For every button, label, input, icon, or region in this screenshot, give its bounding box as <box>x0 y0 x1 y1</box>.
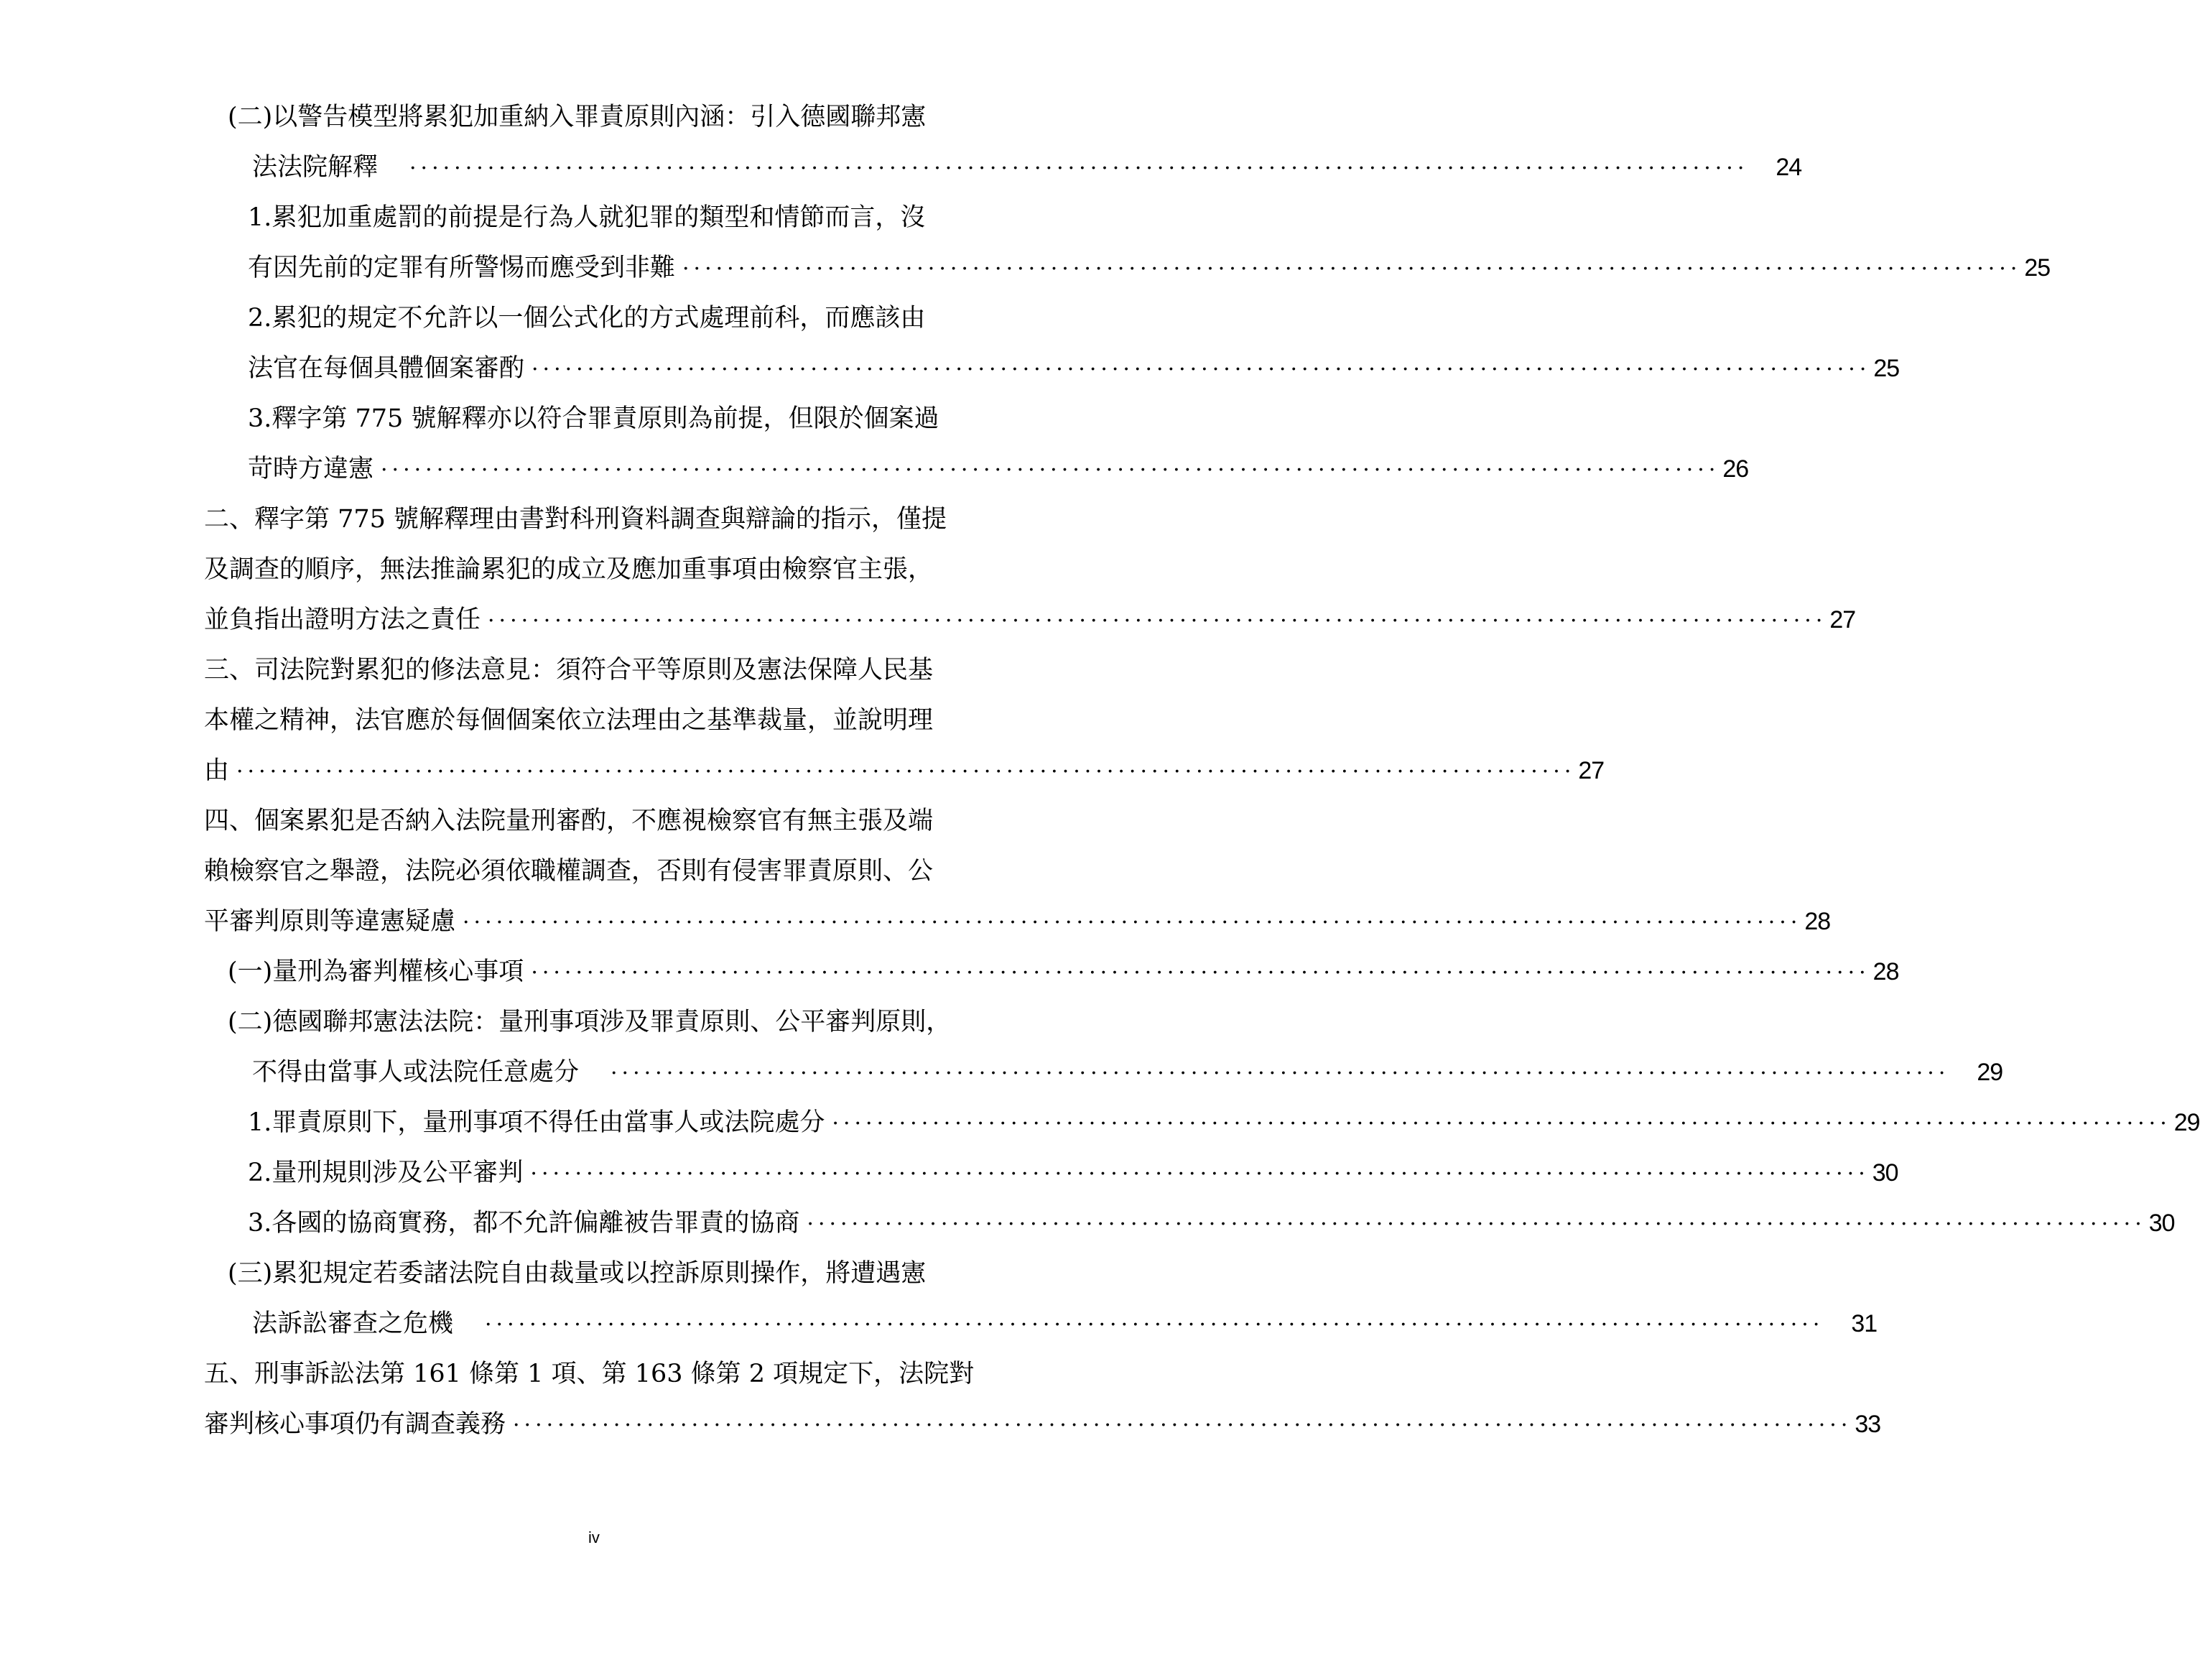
toc-entry[interactable] <box>204 1349 1881 1449</box>
page-number: iv <box>588 1528 600 1546</box>
toc-entry[interactable] <box>228 997 2003 1097</box>
dot-leader: ························································································································ <box>611 1061 1950 1086</box>
toc-entry-last-line <box>228 947 1899 997</box>
toc-entry-last-line <box>248 243 2051 293</box>
toc-entry[interactable] <box>204 645 1605 796</box>
toc-page-number: 27 <box>1829 606 1856 634</box>
toc-entry-title: 由 <box>204 756 230 785</box>
toc-page-number: 30 <box>1872 1159 1898 1187</box>
toc-page-number: 29 <box>2173 1109 2200 1136</box>
toc-entry-title: 苛時方違憲 <box>248 455 374 483</box>
toc-entry-title: 法訴訟審查之危機 <box>252 1309 454 1338</box>
toc-entry-title: 1.罪責原則下，量刑事項不得任由當事人或法院處分 <box>248 1108 825 1137</box>
toc-page-number: 25 <box>2024 254 2051 282</box>
toc-entry[interactable] <box>248 1097 2200 1148</box>
toc-entry-line: 四、個案累犯是否納入法院量刑審酌，不應視檢察官有無主張及端 <box>204 807 934 835</box>
toc-entry-title: 法官在每個具體個案審酌 <box>248 354 525 383</box>
toc-entry-last-line <box>248 1148 1898 1198</box>
toc-entry-line: 及調查的順序，無法推論累犯的成立及應加重事項由檢察官主張， <box>204 555 934 584</box>
toc-entry-line: 五、刑事訴訟法第 161 條第 1 項、第 163 條第 2 項規定下，法院對 <box>204 1360 975 1388</box>
toc-entry-line: 3.釋字第 775 號解釋亦以符合罪責原則為前提，但限於個案過 <box>248 404 939 433</box>
toc-page-number: 27 <box>1578 757 1605 784</box>
toc-entry-last-line <box>248 444 1749 494</box>
dot-leader: ························································································································ <box>513 1413 1852 1438</box>
toc-entry-line: 1.累犯加重處罰的前提是行為人就犯罪的類型和情節而言，沒 <box>248 203 926 232</box>
toc-entry-line: (三)累犯規定若委諸法院自由裁量或以控訴原則操作，將遭遇憲 <box>228 1259 927 1288</box>
toc-entry[interactable] <box>204 796 1831 947</box>
toc-entry-title: 審判核心事項仍有調查義務 <box>204 1410 506 1439</box>
toc-entry[interactable] <box>228 92 1802 192</box>
dot-leader: ························································································································ <box>531 960 1870 985</box>
dot-leader: ························································································································ <box>488 608 1827 634</box>
toc-entry[interactable] <box>204 494 1856 645</box>
toc-entry-title: 法法院解釋 <box>252 153 379 182</box>
toc-entry-title: 平審判原則等違憲疑慮 <box>204 907 456 936</box>
toc-entry-last-line <box>248 343 1900 394</box>
toc-entry-last-line <box>204 896 1831 947</box>
toc-entry-last-line <box>248 1097 2200 1148</box>
dot-leader: ························································································································ <box>682 256 2022 282</box>
toc-entry-last-line <box>204 595 1856 645</box>
toc-page-number: 30 <box>2148 1210 2175 1237</box>
toc-entry-title: 有因先前的定罪有所警惕而應受到非難 <box>248 254 676 282</box>
toc-entry-last-line <box>204 746 1605 796</box>
toc-entry[interactable] <box>248 1198 2175 1248</box>
dot-leader: ························································································································ <box>832 1111 2171 1136</box>
toc-page-number: 25 <box>1873 355 1900 382</box>
dot-leader: ························································································································ <box>381 458 1720 483</box>
toc-entry-last-line <box>228 1047 2003 1097</box>
toc-entry-line: 二、釋字第 775 號解釋理由書對科刑資料調查與辯論的指示，僅提 <box>204 505 947 534</box>
toc-page-number: 29 <box>1977 1059 2003 1086</box>
toc-entry-line: 賴檢察官之舉證，法院必須依職權調查，否則有侵害罪責原則、公 <box>204 857 934 886</box>
toc-page-number: 28 <box>1872 958 1899 985</box>
toc-page-number: 28 <box>1804 908 1831 935</box>
dot-leader: ························································································································ <box>532 357 1871 382</box>
toc-entry-last-line <box>204 1399 1881 1449</box>
toc-entry-title: 並負指出證明方法之責任 <box>204 605 481 634</box>
toc-entry-line: 2.累犯的規定不允許以一個公式化的方式處理前科，而應該由 <box>248 304 926 333</box>
toc-entry[interactable] <box>248 394 1749 494</box>
dot-leader: ························································································································ <box>236 759 1576 784</box>
dot-leader: ························································································································ <box>409 156 1749 181</box>
toc-entry-last-line <box>228 1299 1878 1349</box>
toc-entry-line: 本權之精神，法官應於每個個案依立法理由之基準裁量，並說明理 <box>204 706 934 735</box>
toc-page-number: 26 <box>1722 455 1749 483</box>
toc-page-number: 24 <box>1776 154 1802 181</box>
toc-entry-title: 不得由當事人或法院任意處分 <box>252 1058 580 1087</box>
toc-entry[interactable] <box>228 1248 1878 1349</box>
toc-entry-title: (一)量刑為審判權核心事項 <box>228 957 524 986</box>
toc-page-number: 33 <box>1855 1411 1881 1438</box>
dot-leader: ························································································································ <box>463 910 1802 935</box>
toc-entry-title: 3.各國的協商實務，都不允許偏離被告罪責的協商 <box>248 1209 800 1238</box>
toc-entry-title: 2.量刑規則涉及公平審判 <box>248 1159 524 1187</box>
toc-entry-line: (二)以警告模型將累犯加重納入罪責原則內涵：引入德國聯邦憲 <box>228 103 927 131</box>
toc-page-number: 31 <box>1851 1310 1878 1337</box>
dot-leader: ························································································································ <box>807 1212 2146 1237</box>
toc-entry-last-line <box>228 142 1802 192</box>
toc-entry[interactable] <box>248 192 2051 293</box>
toc-entry-line: 三、司法院對累犯的修法意見：須符合平等原則及憲法保障人民基 <box>204 656 934 684</box>
toc-entry[interactable] <box>248 293 1900 394</box>
toc-entry-last-line <box>248 1198 2175 1248</box>
toc-entry[interactable] <box>228 947 1899 997</box>
toc-entry-line: (二)德國聯邦憲法法院：量刑事項涉及罪責原則、公平審判原則， <box>228 1008 952 1036</box>
toc-entry[interactable] <box>248 1148 1898 1198</box>
dot-leader: ························································································································ <box>530 1161 1870 1187</box>
dot-leader: ························································································································ <box>485 1312 1824 1337</box>
